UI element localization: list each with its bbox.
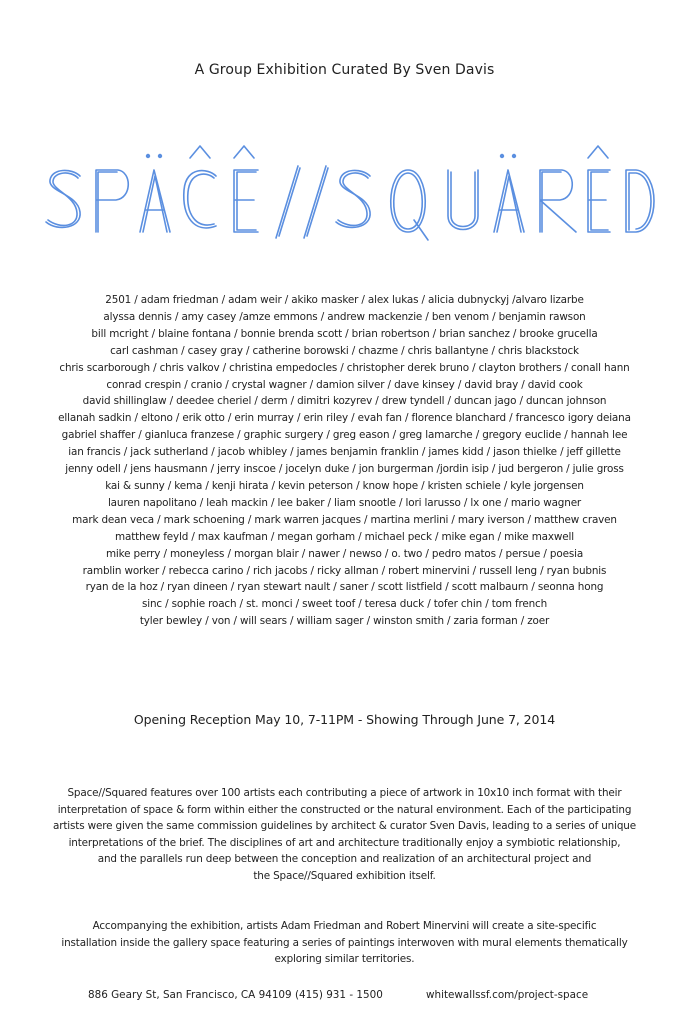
artist-list [18,292,671,630]
artist-line: carl cashman / casey gray / catherine borowski / chazme / chris ballantyne / chris blackstock [110,344,579,357]
curator-line: A Group Exhibition Curated By Sven Davis [194,62,495,78]
gallery-address: 886 Geary St, San Francisco, CA 94109 (415) 931 - 1500 [88,989,383,1001]
description-line: the Space//Squared exhibition itself. [253,869,436,882]
artist-line: mike perry / moneyless / morgan blair / nawer / newso / o. two / pedro matos / persue / poesia [105,547,584,560]
artist-line: alyssa dennis / amy casey /amze emmons / andrew mackenzie / ben venom / benjamin rawson [103,310,586,323]
artist-line: matthew feyld / max kaufman / megan gorham / michael peck / mike egan / mike maxwell [115,530,574,543]
artist-line: conrad crespin / cranio / crystal wagner / damion silver / dave kinsey / david bray / david cook [106,378,583,391]
artist-line: ryan de la hoz / ryan dineen / ryan stewart nault / saner / scott listfield / scott malbaurn / seonna hong [85,581,604,594]
artist-line: 2501 / adam friedman / adam weir / akiko masker / alex lukas / alicia dubnyckyj /alvaro lizarbe [105,294,584,306]
accompany-line: Accompanying the exhibition, artists Adam Friedman and Robert Minervini will create a site-specific [92,920,597,932]
accompany-paragraph [20,918,669,968]
exhibition-title-logo [30,128,659,248]
description-line: artists were given the same commission guidelines by architect & curator Sven Davis, leading to a series of unique [53,820,636,833]
reception-line: Opening Reception May 10, 7-11PM - Showing Through June 7, 2014 [133,712,556,727]
accompany-line: installation inside the gallery space featuring a series of paintings interwoven with mural elements thematically [61,936,628,949]
artist-line: jenny odell / jens hausmann / jerry inscoe / jocelyn duke / jon burgerman /jordin isip / jud bergeron / julie gross [65,463,624,476]
artist-line: david shillinglaw / deedee cheriel / derm / dimitri kozyrev / drew tyndell / duncan jago / duncan johnson [82,395,607,408]
artist-line: chris scarborough / chris valkov / christina empedocles / christopher derek bruno / clayton brothers / conall hann [59,361,630,374]
artist-line: ian francis / jack sutherland / jacob whibley / james benjamin franklin / james kidd / jason thielke / jeff gillette [68,446,621,459]
description-line: interpretation of space & form within either the constructed or the natural environment. Each of the participating [57,803,632,816]
artist-line: sinc / sophie roach / st. monci / sweet toof / teresa duck / tofer chin / tom french [141,598,548,611]
website-link[interactable]: whitewallssf.com/project-space [426,989,589,1001]
artist-line: gabriel shaffer / gianluca franzese / graphic surgery / greg eason / greg lamarche / gregory euclide / hannah lee [61,429,628,442]
description-line: and the parallels run deep between the conception and realization of an architectural project and [97,853,592,866]
artist-line: ramblin worker / rebecca carino / rich jacobs / ricky allman / robert minervini / russell leng / ryan bubnis [82,564,607,577]
artist-line: mark dean veca / mark schoening / mark warren jacques / martina merlini / mary iverson / matthew craven [72,513,617,526]
artist-line: bill mcright / blaine fontana / bonnie brenda scott / brian robertson / brian sanchez / brooke grucella [91,327,598,340]
exhibition-title [30,128,659,248]
artist-line: tyler bewley / von / will sears / william sager / winston smith / zaria forman / zoer [139,615,550,628]
artist-line: ellanah sadkin / eltono / erik otto / erin murray / erin riley / evah fan / florence blanchard / francesco igory deiana [58,412,631,425]
description-paragraph [20,785,669,885]
description-line: Space//Squared features over 100 artists each contributing a piece of artwork in 10x10 inch format with their [67,787,622,799]
accompany-line: exploring similar territories. [274,953,415,966]
description-line: interpretations of the brief. The disciplines of art and architecture traditionally enjoy a symbiotic relationship, [68,836,621,849]
artist-line: lauren napolitano / leah mackin / lee baker / liam snootle / lori larusso / lx one / mario wagner [107,496,582,509]
artist-line: kai & sunny / kema / kenji hirata / kevin peterson / know hope / kristen schiele / kyle jorgensen [105,479,584,492]
